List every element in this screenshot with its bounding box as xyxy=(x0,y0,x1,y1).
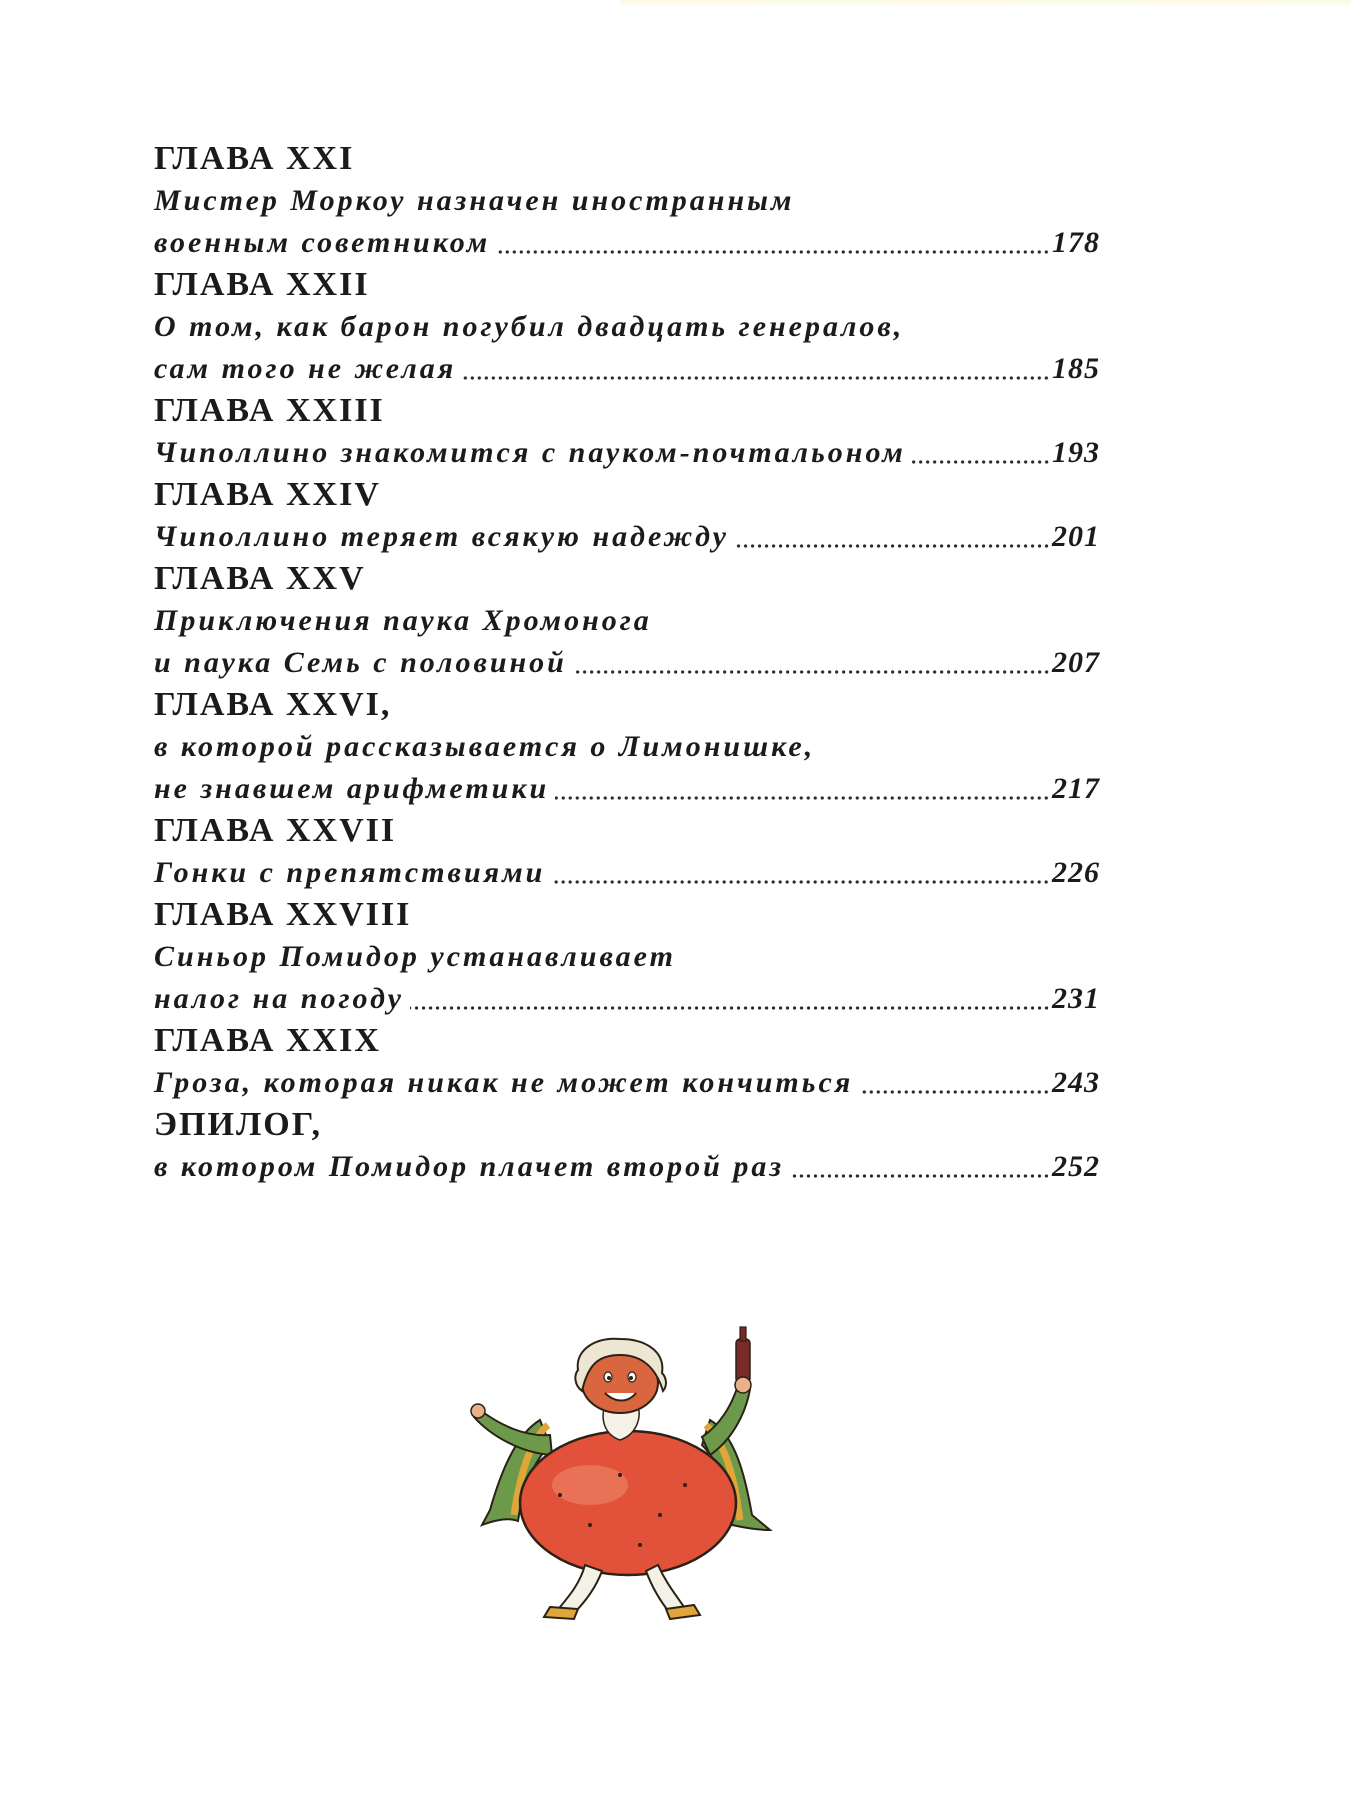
toc-entry-row xyxy=(154,852,1100,894)
page-number: 201 xyxy=(1052,520,1100,553)
chapter-title: ГЛАВА XXVIII xyxy=(154,896,412,933)
table-of-contents xyxy=(154,138,1100,1188)
page-number: 185 xyxy=(1052,352,1100,385)
dot-leader xyxy=(496,249,1050,255)
left-hand xyxy=(471,1404,485,1418)
dot-leader xyxy=(573,669,1050,675)
dot-leader xyxy=(859,1089,1050,1095)
right-leg xyxy=(646,1565,684,1613)
chapter-description-line: и паука Семь с половиной xyxy=(154,646,567,679)
toc-entry-row xyxy=(154,516,1100,558)
chapter-description-line: О том, как барон погубил двадцать генералов, xyxy=(154,310,905,343)
page-number: 226 xyxy=(1052,856,1100,889)
bottle-neck xyxy=(740,1327,746,1341)
chapter-title: ЭПИЛОГ, xyxy=(154,1106,323,1143)
dot-leader xyxy=(555,795,1050,801)
chapter-description-line: Мистер Моркоу назначен иностранным xyxy=(154,184,795,217)
page-number: 178 xyxy=(1052,226,1100,259)
page-number: 207 xyxy=(1052,646,1100,679)
chapter-description-line: в которой рассказывается о Лимонишке, xyxy=(154,730,816,763)
toc-entry-row xyxy=(154,768,1100,810)
left-leg xyxy=(560,1565,602,1613)
page-edge-tint xyxy=(620,0,1351,8)
chapter-title: ГЛАВА XXV xyxy=(154,560,366,597)
chapter-description-line: в котором Помидор плачет второй раз xyxy=(154,1150,785,1183)
dot-leader xyxy=(462,375,1050,381)
chapter-title: ГЛАВА XXVI, xyxy=(154,686,392,723)
chapter-description-line: сам того не желая xyxy=(154,352,457,385)
chapter-title: ГЛАВА XXIX xyxy=(154,1022,381,1059)
page-number: 193 xyxy=(1052,436,1100,469)
chapter-description-line: Синьор Помидор устанавливает xyxy=(154,940,676,973)
dot-leader xyxy=(410,1005,1050,1011)
dot-leader xyxy=(790,1173,1050,1179)
chapter-description-line: налог на погоду xyxy=(154,982,404,1015)
chapter-description-line: не знавшем арифметики xyxy=(154,772,550,805)
page-number: 217 xyxy=(1052,772,1100,805)
toc-entry-row xyxy=(154,642,1100,684)
chapter-description-line: Чиполлино теряет всякую надежду xyxy=(154,520,729,553)
left-shoe xyxy=(544,1607,578,1619)
chapter-description-line: военным советником xyxy=(154,226,491,259)
toc-entry-row xyxy=(154,1146,1100,1188)
tomato-body xyxy=(520,1431,736,1575)
chapter-title: ГЛАВА XXVII xyxy=(154,812,397,849)
chapter-title: ГЛАВА XXII xyxy=(154,266,370,303)
page-number: 252 xyxy=(1052,1150,1100,1183)
chapter-description-line: Чиполлино знакомится с пауком-почтальоном xyxy=(154,436,906,469)
toc-entry-row xyxy=(154,348,1100,390)
chapter-description-line: Гроза, которая никак не может кончиться xyxy=(154,1066,854,1099)
dot-leader xyxy=(912,459,1050,465)
toc-entry-row xyxy=(154,222,1100,264)
dot-leader xyxy=(551,879,1050,885)
dot-leader xyxy=(735,543,1050,549)
page-number: 243 xyxy=(1052,1066,1100,1099)
tomato-highlight xyxy=(552,1465,628,1505)
toc-entry-row xyxy=(154,1062,1100,1104)
signor-tomato-illustration xyxy=(470,1325,810,1625)
chapter-title: ГЛАВА XXIII xyxy=(154,392,385,429)
chapter-description-line: Приключения паука Хромонога xyxy=(154,604,652,637)
chapter-description-line: Гонки с препятствиями xyxy=(154,856,546,889)
chapter-title: ГЛАВА XXIV xyxy=(154,476,381,513)
page-number: 231 xyxy=(1052,982,1100,1015)
toc-entry-row xyxy=(154,978,1100,1020)
chapter-title: ГЛАВА XXI xyxy=(154,140,355,177)
toc-entry-row xyxy=(154,432,1100,474)
right-hand xyxy=(735,1377,751,1393)
